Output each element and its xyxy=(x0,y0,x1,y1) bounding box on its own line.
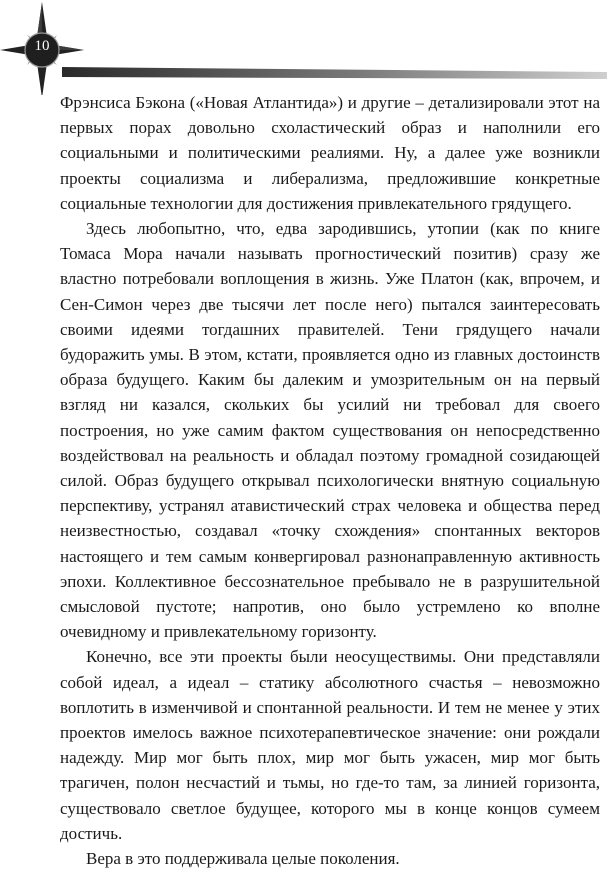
page-number: 10 xyxy=(34,38,50,54)
paragraph-3: Конечно, все эти проекты были неосуществимы. Они представляли собой идеал, а идеал – статику абсолютного счастья – невозможно воплотить в изменчивой и спонтанной реальности. И тем не менее у этих проектов имелось важное психотерапевтическое значение: они рождали надежду. Мир мог быть плох, мир мог быть ужасен, мир мог быть трагичен, полон несчастий и тьмы, но где-то там, за линией горизонта, существовало светлое будущее, которого мы в конце концов сумеем достичь. xyxy=(60,647,600,843)
paragraph-1: Фрэнсиса Бэкона («Новая Атлантида») и другие – детализировали этот на первых порах довольно схоластический образ и наполнили его социальными и политическими реалиями. Ну, а далее уже возникли проекты социализма и либерализма, предложившие конкретные социальные технологии для достижения привлекательного грядущего. xyxy=(60,93,600,213)
body-text xyxy=(60,90,600,871)
paragraph-4: Вера в это поддерживала целые поколения. xyxy=(86,849,400,869)
compass-star-ornament xyxy=(0,0,607,95)
page-header xyxy=(0,0,607,95)
paragraph-2: Здесь любопытно, что, едва зародившись, утопии (как по книге Томаса Мора начали называть прогностический позитив) сразу же властно потребовали воплощения в жизнь. Уже Платон (как, впрочем, и Сен-Симон через две тысячи лет после него) пытался заинтересовать своими идеями тогдашних правителей. Тени грядущего начали будоражить умы. В этом, кстати, проявляется одно из главных достоинств образа будущего. Каким бы далеким и умозрительным он на первый взгляд ни казался, скольких бы усилий ни требовал для своего построения, но уже самим фактом существования он непосредственно воздействовал на реальность и обладал поэтому громадной созидающей силой. Образ будущего открывал психологически внятную социальную перспективу, устранял атавистический страх человека и общества перед неизвестностью, создавал «точку схождения» спонтанных векторов настоящего и тем самым конвергировал разнонаправленную активность эпохи. Коллективное бессознательное пребывало не в разрушительной смысловой пустоте; напротив, оно было устремлено ко вполне очевидному и привлекательному горизонту. xyxy=(60,219,600,642)
header-rule xyxy=(62,67,607,79)
